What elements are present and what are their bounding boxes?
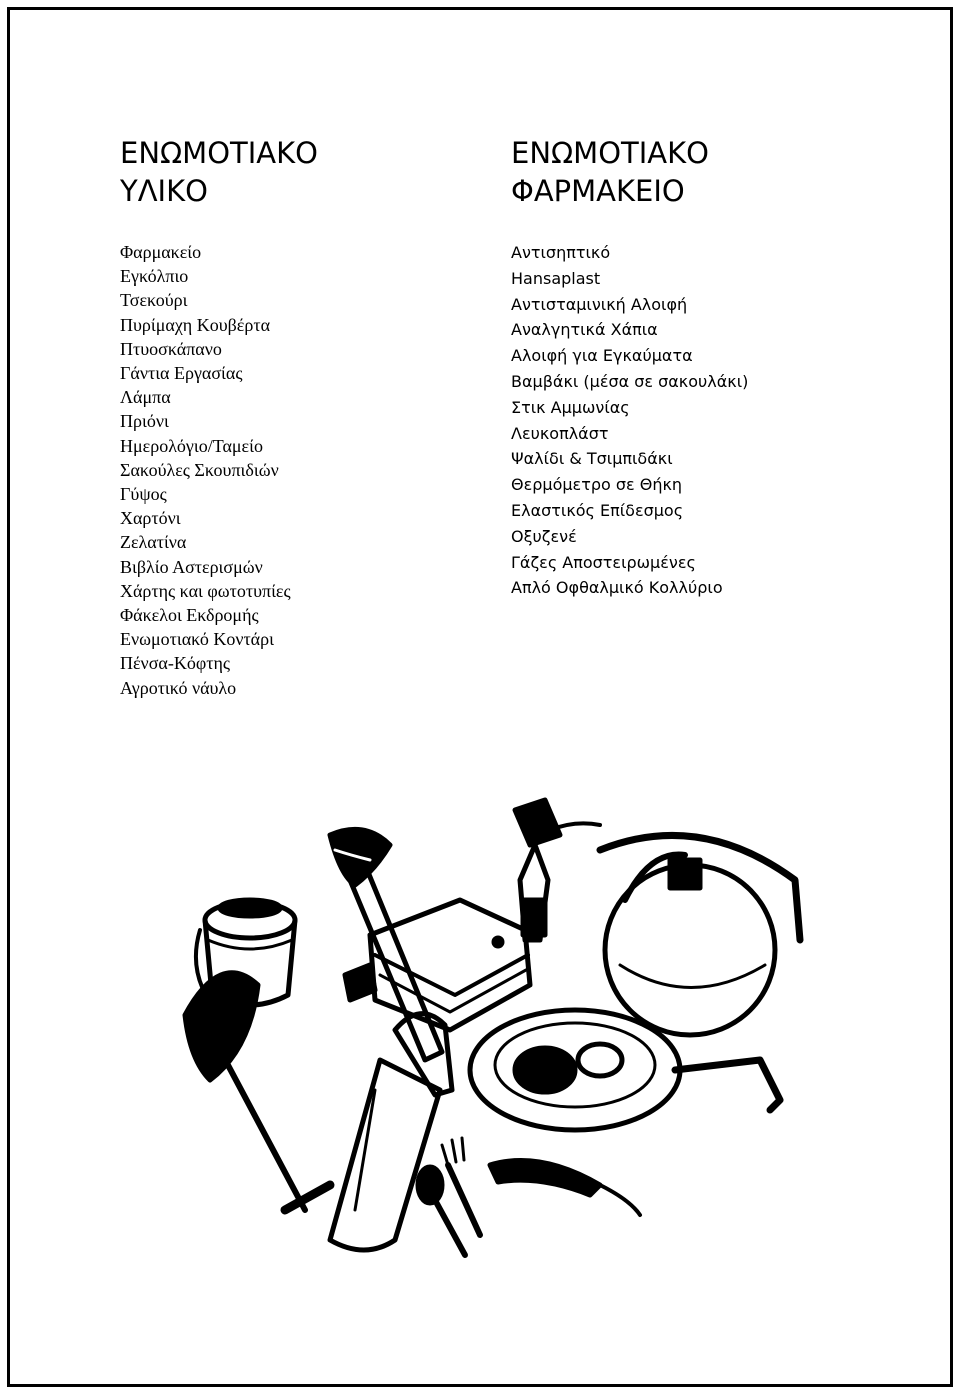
list-item: Πτυοσκάπανο — [120, 338, 222, 359]
pocket-knife-icon — [330, 1014, 452, 1250]
list-item: Πυρίμαχη Κουβέρτα — [120, 314, 270, 335]
equipment-section — [120, 134, 460, 700]
list-item: Οξυζενέ — [511, 526, 577, 546]
list-item: Αναλγητικά Χάπια — [511, 320, 658, 340]
list-item: Γάντια Εργασίας — [120, 363, 243, 384]
list-item: Λάμπα — [120, 387, 171, 408]
mess-tin-icon — [345, 900, 530, 1030]
equipment-title-line1: ΕΝΩΜΟΤΙΑΚΟ — [120, 136, 318, 170]
list-item: Hansaplast — [511, 268, 601, 288]
list-item: Ενωμοτιακό Κοντάρι — [120, 629, 274, 650]
first-aid-section — [511, 134, 931, 601]
list-item: Χαρτόνι — [120, 508, 181, 529]
list-item: Πριόνι — [120, 411, 169, 432]
list-item: Ζελατίνα — [120, 532, 187, 553]
list-item: Φάκελοι Εκδρομής — [120, 605, 259, 626]
list-item: Τσεκούρι — [120, 290, 188, 311]
equipment-list — [120, 240, 460, 700]
first-aid-title-line1: ΕΝΩΜΟΤΙΑΚΟ — [511, 136, 709, 170]
camping-gear-drawing — [180, 790, 820, 1265]
equipment-title-line2: ΥΛΙΚΟ — [120, 174, 208, 208]
axe-icon — [330, 829, 442, 1060]
list-item: Θερμόμετρο σε Θήκη — [511, 475, 683, 495]
list-item: Βαμβάκι (μέσα σε σακουλάκι) — [511, 371, 749, 391]
list-item: Αγροτικό νάυλο — [120, 677, 237, 698]
cutlery-icon — [418, 1138, 640, 1255]
list-item: Χάρτης και φωτοτυπίες — [120, 580, 291, 601]
first-aid-title-line2: ΦΑΡΜΑΚΕΙΟ — [511, 174, 685, 208]
list-item: Φαρμακείο — [120, 242, 202, 262]
list-item: Απλό Οφθαλμικό Κολλύριο — [511, 578, 723, 598]
list-item: Αντισταμινική Αλοιφή — [511, 294, 688, 314]
list-item: Αντισηπτικό — [511, 243, 611, 262]
list-item: Βιβλίο Αστερισμών — [120, 556, 263, 577]
list-item: Ψαλίδι & Τσιμπιδάκι — [511, 449, 673, 469]
canteen-icon — [600, 835, 800, 1035]
list-item: Γύψος — [120, 484, 167, 505]
list-item: Γάζες Αποστειρωμένες — [511, 552, 696, 572]
camping-gear-illustration — [180, 790, 820, 1265]
list-item: Σακούλες Σκουπιδιών — [120, 459, 279, 480]
list-item: Εγκόλπιο — [120, 266, 189, 287]
list-item: Στικ Αμμωνίας — [511, 397, 630, 417]
shovel-icon — [185, 973, 330, 1210]
list-item: Αλοιφή για Εγκαύματα — [511, 346, 693, 366]
list-item: Πένσα-Κόφτης — [120, 653, 230, 674]
list-item: Ελαστικός Επίδεσμος — [511, 500, 684, 520]
first-aid-title — [511, 134, 931, 210]
lantern-icon — [515, 800, 600, 940]
list-item: Λευκοπλάστ — [511, 423, 609, 443]
first-aid-list — [511, 240, 931, 601]
frying-pan-icon — [470, 1010, 780, 1130]
list-item: Ημερολόγιο/Ταμείο — [120, 435, 263, 456]
equipment-title — [120, 134, 460, 210]
